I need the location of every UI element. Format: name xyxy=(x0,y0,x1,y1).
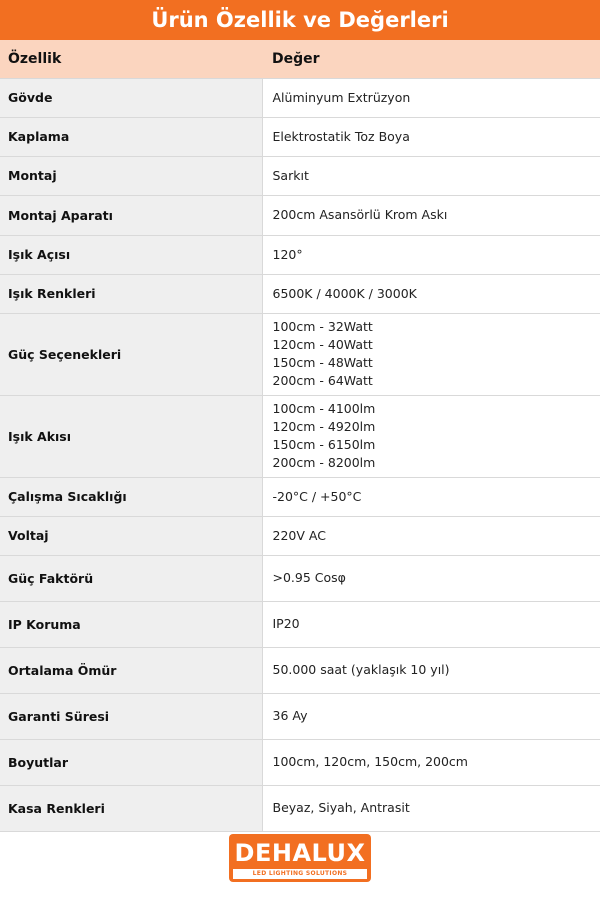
spec-value: 100cm - 4100lm 120cm - 4920lm 150cm - 6150lm 200cm - 8200lm xyxy=(262,395,600,477)
table-row xyxy=(0,156,600,195)
table-row xyxy=(0,555,600,601)
table-row xyxy=(0,313,600,395)
spec-value: 100cm, 120cm, 150cm, 200cm xyxy=(262,739,600,785)
spec-key: Voltaj xyxy=(0,516,262,555)
spec-value: Sarkıt xyxy=(262,156,600,195)
table-row xyxy=(0,78,600,117)
table-row xyxy=(0,477,600,516)
table-row xyxy=(0,693,600,739)
spec-key: Gövde xyxy=(0,78,262,117)
header-value: Değer xyxy=(262,40,600,78)
spec-value: 120° xyxy=(262,235,600,274)
header-key: Özellik xyxy=(0,40,262,78)
spec-value: 100cm - 32Watt 120cm - 40Watt 150cm - 48Watt 200cm - 64Watt xyxy=(262,313,600,395)
brand-name: DEHALUX xyxy=(234,838,366,867)
brand-tagline: LED LIGHTING SOLUTIONS xyxy=(233,869,367,879)
spec-value: Beyaz, Siyah, Antrasit xyxy=(262,785,600,831)
spec-key: IP Koruma xyxy=(0,601,262,647)
spec-value: 200cm Asansörlü Krom Askı xyxy=(262,195,600,235)
table-row xyxy=(0,647,600,693)
spec-key: Garanti Süresi xyxy=(0,693,262,739)
spec-key: Montaj xyxy=(0,156,262,195)
spec-table xyxy=(0,40,600,832)
table-row xyxy=(0,235,600,274)
table-row xyxy=(0,601,600,647)
spec-key: Güç Faktörü xyxy=(0,555,262,601)
spec-key: Kaplama xyxy=(0,117,262,156)
spec-key: Işık Akısı xyxy=(0,395,262,477)
spec-key: Boyutlar xyxy=(0,739,262,785)
page-title: Ürün Özellik ve Değerleri xyxy=(0,0,600,40)
spec-key: Işık Açısı xyxy=(0,235,262,274)
table-header-row xyxy=(0,40,600,78)
table-row xyxy=(0,274,600,313)
spec-value: 6500K / 4000K / 3000K xyxy=(262,274,600,313)
spec-value: 220V AC xyxy=(262,516,600,555)
spec-value: 50.000 saat (yaklaşık 10 yıl) xyxy=(262,647,600,693)
spec-key: Ortalama Ömür xyxy=(0,647,262,693)
table-row xyxy=(0,516,600,555)
spec-key: Güç Seçenekleri xyxy=(0,313,262,395)
spec-key: Kasa Renkleri xyxy=(0,785,262,831)
footer-logo-area xyxy=(0,832,600,900)
brand-logo xyxy=(229,834,371,882)
spec-value: 36 Ay xyxy=(262,693,600,739)
spec-key: Çalışma Sıcaklığı xyxy=(0,477,262,516)
spec-value: -20°C / +50°C xyxy=(262,477,600,516)
table-row xyxy=(0,395,600,477)
spec-value: Elektrostatik Toz Boya xyxy=(262,117,600,156)
spec-value: Alüminyum Extrüzyon xyxy=(262,78,600,117)
spec-value: >0.95 Cosφ xyxy=(262,555,600,601)
table-row xyxy=(0,195,600,235)
spec-value: IP20 xyxy=(262,601,600,647)
table-row xyxy=(0,739,600,785)
table-row xyxy=(0,785,600,831)
table-row xyxy=(0,117,600,156)
spec-key: Montaj Aparatı xyxy=(0,195,262,235)
spec-key: Işık Renkleri xyxy=(0,274,262,313)
